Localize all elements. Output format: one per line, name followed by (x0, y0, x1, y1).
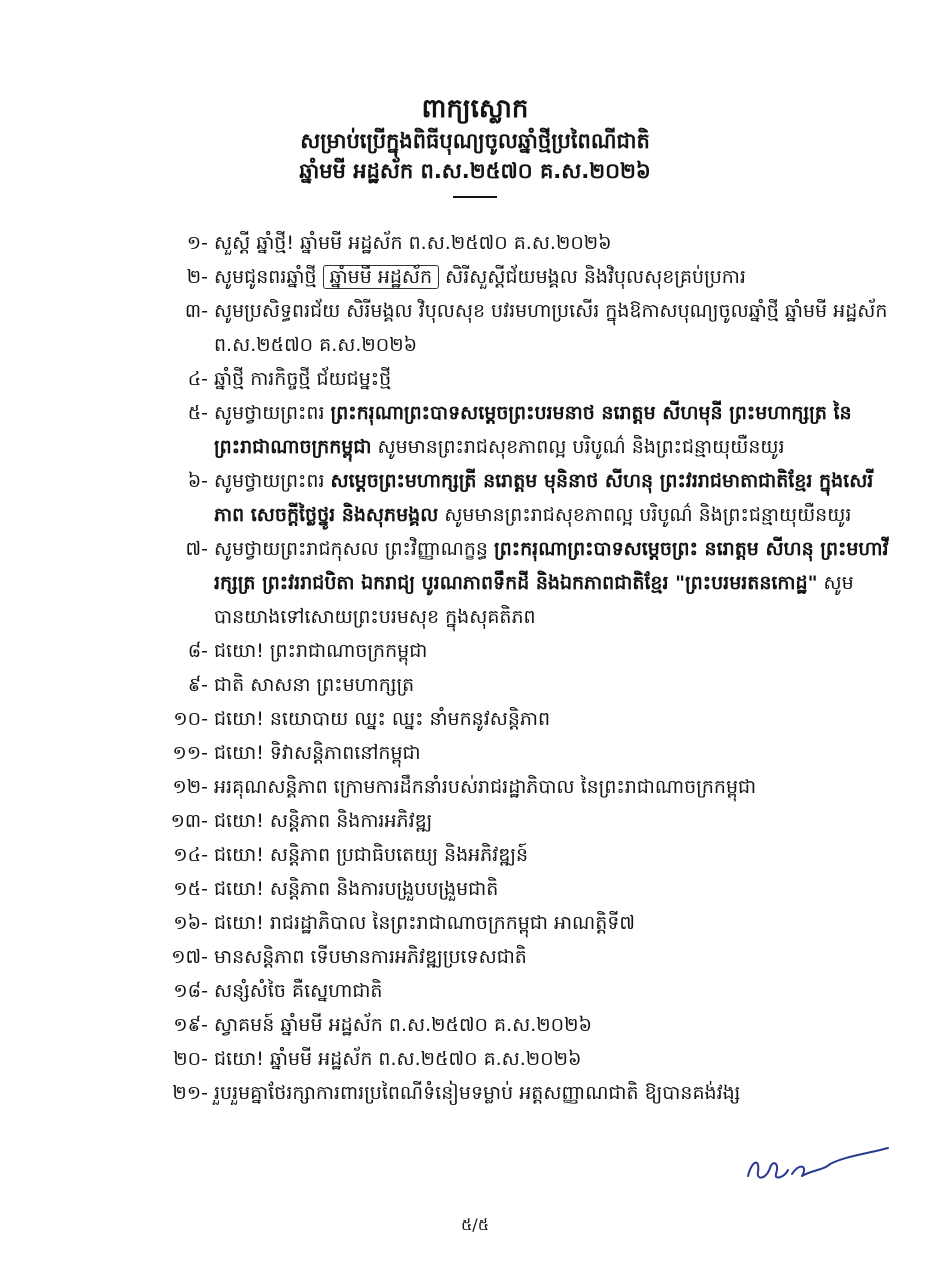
list-item (160, 940, 900, 974)
item-number: ១- (186, 232, 208, 254)
item-text: សួស្តី ឆ្នាំថ្មី! ឆ្នាំមមី អដ្ឋស័ក ព.ស.២៥៧០ គ.ស.២០២៦ (214, 232, 612, 254)
item-number: ១១- (172, 742, 208, 764)
item-text: ជយោ! ព្រះរាជាណាចក្រកម្ពុជា (214, 640, 428, 662)
item-number: ៨- (187, 640, 208, 662)
royal-title-bold: ព្រះករុណាព្រះបាទសម្តេចព្រះ នរោត្តម សីហនុ ព្រះមហាវីរក្សត្រ ព្រះវររាជបិតា ឯករាជ្យ បូរណភាពទឹកដី និងឯកភាពជាតិខ្មែរ "ព្រះបរមរតនកោដ្ឋ" (214, 538, 889, 594)
list-item (160, 838, 900, 872)
item-text: ជយោ! រាជរដ្ឋាភិបាល នៃព្រះរាជាណាចក្រកម្ពុជា អាណត្តិទី៧ (214, 912, 635, 934)
item-number: ១៤- (173, 844, 208, 866)
item-text-part: សិរីសួស្តីជ័យមង្គល និងវិបុលសុខគ្រប់ប្រការ (445, 266, 746, 288)
list-item (160, 260, 900, 294)
item-number: ៤- (187, 368, 208, 390)
royal-title-bold: ព្រះករុណាព្រះបាទសម្តេចព្រះបរមនាថ នរោត្តម សីហមុនី ព្រះមហាក្សត្រ នៃព្រះរាជាណាចក្រកម្ពុជា (214, 402, 852, 458)
list-item (160, 974, 900, 1008)
list-item (160, 634, 900, 668)
document-title: ពាក្យស្លោក (421, 94, 529, 124)
royal-title-bold: សម្តេចព្រះមហាក្សត្រី នរោត្តម មុនិនាថ សីហនុ ព្រះវររាជមាតាជាតិខ្មែរ ក្នុងសេរីភាព សេចក្តីថ្លៃថ្នូរ និងសុភមង្គល (214, 470, 874, 526)
slogan-list (160, 226, 900, 1110)
list-item (160, 668, 900, 702)
item-text (208, 260, 900, 294)
document-subtitle: សម្រាប់ប្រើក្នុងពិធីបុណ្យចូលឆ្នាំថ្មីប្រពៃណីជាតិ (300, 129, 650, 153)
item-text-part: សូមបានយាងទៅសោយព្រះបរមសុខ ក្នុងសុគតិភព (214, 572, 854, 628)
item-number: ២១- (172, 1082, 208, 1104)
item-text: ជាតិ សាសនា ព្រះមហាក្សត្រ (214, 674, 415, 696)
list-item (160, 804, 900, 838)
item-text: ជយោ! នយោបាយ ឈ្នះ ឈ្នះ នាំមកនូវសន្តិភាព (214, 708, 551, 730)
list-item (160, 532, 900, 634)
item-text: អរគុណសន្តិភាព ក្រោមការដឹកនាំរបស់រាជរដ្ឋាភិបាល នៃព្រះរាជាណាចក្រកម្ពុជា (214, 776, 757, 798)
list-item (160, 1042, 900, 1076)
list-item (160, 1076, 900, 1110)
item-number: ១២- (172, 776, 208, 798)
item-number: ១៧- (171, 946, 208, 968)
item-number: ១៩- (173, 1014, 208, 1036)
title-divider (453, 196, 497, 198)
item-text: រួបរួមគ្នាថែរក្សាការពារប្រពៃណីទំនៀមទម្លាប់ អត្តសញ្ញាណជាតិ ឱ្យបានគង់វង្ស (214, 1082, 741, 1104)
item-number: ១៦- (173, 912, 208, 934)
item-number: ២០- (173, 1048, 208, 1070)
list-item (160, 770, 900, 804)
list-item (160, 906, 900, 940)
item-number: ៣- (184, 300, 208, 322)
item-number: ១៨- (173, 980, 208, 1002)
item-text: ជយោ! សន្តិភាព ប្រជាធិបតេយ្យ និងអភិវឌ្ឍន៍ (214, 844, 529, 866)
list-item (160, 736, 900, 770)
list-item (160, 362, 900, 396)
item-number: ១០- (173, 708, 208, 730)
item-text (208, 532, 900, 634)
page-number: ៥/៥ (460, 1215, 490, 1234)
item-text: មានសន្តិភាព ទើបមានការអភិវឌ្ឍប្រទេសជាតិ (214, 946, 527, 968)
item-text: ជយោ! សន្តិភាព និងការបង្រួបបង្រួមជាតិ (214, 878, 499, 900)
list-item (160, 872, 900, 906)
item-text (208, 464, 900, 532)
list-item (160, 464, 900, 532)
item-text: សន្សំសំចៃ គឺស្នេហាជាតិ (214, 980, 383, 1002)
item-text: ជយោ! ទិវាសន្តិភាពនៅកម្ពុជា (214, 742, 421, 764)
item-text-part: សូមថ្វាយព្រះពរ (214, 470, 325, 492)
handwritten-signature-icon (742, 1140, 892, 1188)
item-text: ជយោ! ឆ្នាំមមី អដ្ឋស័ក ព.ស.២៥៧០ គ.ស.២០២៦ (214, 1048, 582, 1070)
item-text: សូមប្រសិទ្ធពរជ័យ សិរីមង្គល វិបុលសុខ បវរមហាប្រសើរ ក្នុងឱកាសបុណ្យចូលឆ្នាំថ្មី ឆ្នាំមមី អដ្ឋស័ក ព.ស.២៥៧០ គ.ស.២០២៦ (214, 300, 888, 356)
document-year-line: ឆ្នាំមមី អដ្ឋស័ក ព.ស.២៥៧០ គ.ស.២០២៦ (299, 159, 651, 183)
list-item (160, 226, 900, 260)
item-number: ១៣- (170, 810, 208, 832)
item-number: ៧- (185, 538, 208, 560)
boxed-year-name: ឆ្នាំមមី អដ្ឋស័ក (323, 265, 440, 289)
item-number: ៥- (187, 402, 208, 424)
item-text-part: សូមមានព្រះរាជសុខភាពល្អ បរិបូណ៌ និងព្រះជន្មាយុយឺនយូរ (444, 504, 852, 526)
item-text-part: សូមថ្វាយព្រះពរ (214, 402, 325, 424)
item-text-part: សូមថ្វាយព្រះរាជកុសល ព្រះវិញ្ញាណក្ខន្ធ (214, 538, 488, 560)
item-number: ២- (186, 266, 208, 288)
list-item (160, 1008, 900, 1042)
list-item (160, 396, 900, 464)
list-item (160, 294, 900, 362)
list-item (160, 702, 900, 736)
item-number: ១៥- (173, 878, 208, 900)
item-text (208, 396, 900, 464)
document-header (0, 92, 950, 198)
item-number: ៩- (187, 674, 208, 696)
item-text-part: សូមមានព្រះរាជសុខភាពល្អ បរិបូណ៌ និងព្រះជន្មាយុយឺនយូរ (377, 436, 785, 458)
item-text: ជយោ! សន្តិភាព និងការអភិវឌ្ឍ (214, 810, 433, 832)
item-text: ស្វាគមន៍ ឆ្នាំមមី អដ្ឋស័ក ព.ស.២៥៧០ គ.ស.២០២៦ (214, 1014, 592, 1036)
item-text-part: សូមជូនពរឆ្នាំថ្មី (214, 266, 317, 288)
item-text: ឆ្នាំថ្មី ការកិច្ចថ្មី ជ័យជម្នះថ្មី (214, 368, 392, 390)
item-number: ៦- (187, 470, 208, 492)
